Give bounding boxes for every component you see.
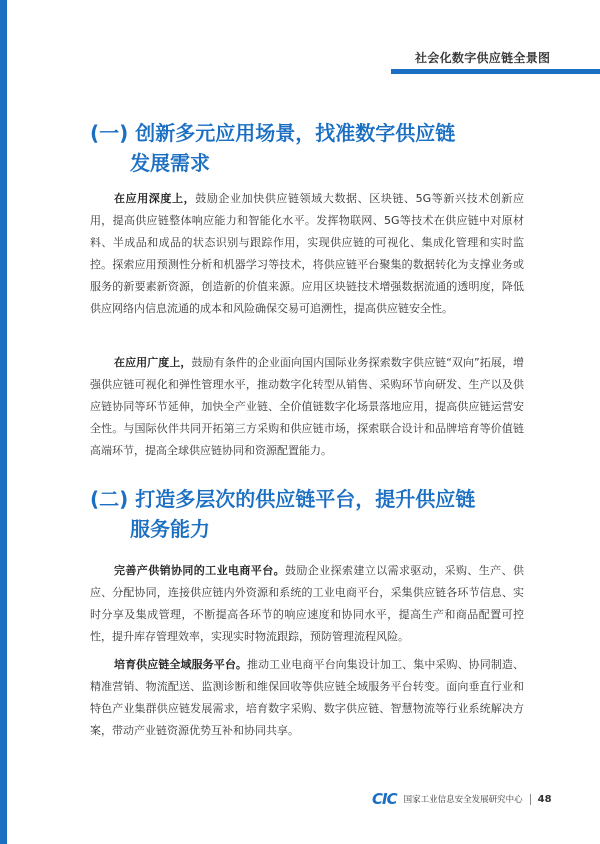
paragraph-lead: 在应用深度上， xyxy=(114,192,196,205)
paragraph-body: 鼓励有条件的企业面向国内国际业务探索数字供应链“双向”拓展，增强供应链可视化和弹性管理水平，推动数字化转型从销售、采购环节向研发、生产以及供应链协同等环节延伸，加快全产业链、全价值链数字化场景落地应用，提高供应链运营安全性。与国际伙伴共同开拓第三方采购和供应链市场，探索联合设计和品牌培育等价值链高端环节，提高全球供应链协同和资源配置能力。 xyxy=(90,356,524,457)
section-2-heading-line1: (二) 打造多层次的供应链平台，提升供应链 xyxy=(90,487,476,511)
section-2-paragraph-service-platform xyxy=(90,654,524,742)
footer-organization-name: 国家工业信息安全发展研究中心 xyxy=(403,795,523,805)
paragraph-body: 鼓励企业探索建立以需求驱动，采购、生产、供应、分配协同，连接供应链内外资源和系统的工业电商平台，采集供应链各环节信息、实时分享及集成管理，不断提高各环节的响应速度和协同水平，提高生产和商品配置可控性，提升库存管理效率，实现实时物流跟踪，预防管理流程风险。 xyxy=(90,564,524,643)
section-1-heading-line1: (一) 创新多元应用场景，找准数字供应链 xyxy=(90,121,456,145)
section-1-paragraph-breadth xyxy=(90,352,524,462)
section-1-heading xyxy=(90,118,455,178)
section-2-heading xyxy=(90,484,475,544)
paragraph-body: 推动工业电商平台向集设计加工、集中采购、协同制造、精准营销、物流配送、监测诊断和维保回收等供应链全域服务平台转变。面向垂直行业和特色产业集群供应链发展需求，培育数字采购、数字供应链、智慧物流等行业系统解决方案，带动产业链资源优势互补和协同共享。 xyxy=(90,658,524,737)
cic-logo: CIC xyxy=(372,790,397,808)
paragraph-lead: 完善产供销协同的工业电商平台。 xyxy=(114,564,285,577)
header-accent-rule xyxy=(391,69,600,74)
paragraph-lead: 在应用广度上， xyxy=(114,356,192,369)
paragraph-body: 鼓励企业加快供应链领域大数据、区块链、5G等新兴技术创新应用，提高供应链整体响应能力和智能化水平。发挥物联网、5G等技术在供应链中对原材料、半成品和成品的状态识别与跟踪作用，实现供应链的可视化、集成化管理和实时监控。探索应用预测性分析和机器学习等技术，将供应链平台聚集的数据转化为支撑业务或服务的新要素新资源，创造新的价值来源。应用区块链技术增强数据流通的透明度，降低供应网络内信息流通的成本和风险确保交易可追溯性，提高供应链安全性。 xyxy=(90,192,524,315)
running-header-title: 社会化数字供应链全景图 xyxy=(415,51,551,65)
section-1-paragraph-depth xyxy=(90,188,524,320)
section-1-heading-line2: 发展需求 xyxy=(130,151,210,175)
footer-divider xyxy=(530,794,531,805)
paragraph-lead: 培育供应链全域服务平台。 xyxy=(114,658,247,671)
section-2-heading-line2: 服务能力 xyxy=(130,517,210,541)
section-2-paragraph-ecommerce xyxy=(90,560,524,648)
page-number: 48 xyxy=(537,793,552,805)
left-accent-bar xyxy=(0,0,7,844)
page-footer xyxy=(372,790,552,808)
